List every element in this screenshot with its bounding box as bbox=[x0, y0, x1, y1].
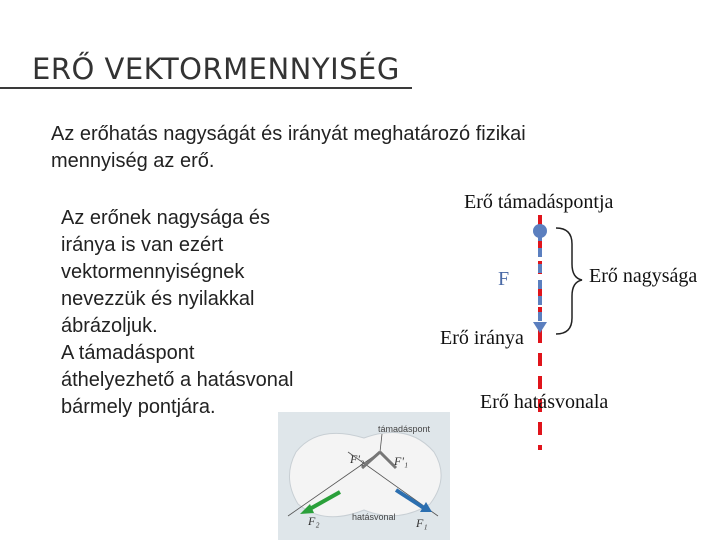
figure-label-line: hatásvonal bbox=[352, 512, 396, 522]
label-direction: Erő iránya bbox=[440, 327, 524, 349]
body-line: áthelyezhető a hatásvonal bbox=[61, 369, 294, 391]
force-vector-arrowhead bbox=[533, 322, 547, 333]
body-line: bármely pontjára. bbox=[61, 396, 216, 418]
body-line: nevezzük és nyilakkal bbox=[61, 288, 255, 310]
label-force-f: F bbox=[498, 268, 510, 290]
body-line: Az erőnek nagysága és bbox=[61, 207, 271, 229]
figure-vec-f2-prime: F'₂ bbox=[350, 452, 365, 466]
figure-label-point: támadáspont bbox=[378, 424, 431, 434]
figure-vec-f1: F₁ bbox=[416, 516, 428, 530]
label-point-of-application: Erő támadáspontja bbox=[464, 191, 614, 213]
magnitude-brace bbox=[556, 228, 582, 334]
intro-line-2: mennyiség az erő. bbox=[51, 150, 215, 172]
label-line-of-action: Erő hatásvonala bbox=[480, 391, 609, 413]
label-magnitude: Erő nagysága bbox=[589, 265, 698, 287]
intro-line-1: Az erőhatás nagyságát és irányát meghatározó fizikai bbox=[51, 123, 526, 145]
figure-vec-f2: F₂ bbox=[308, 514, 320, 528]
body-line: iránya is van ezért bbox=[61, 234, 224, 256]
figure-vec-f1-prime: F'₁ bbox=[394, 454, 409, 468]
slide-title: ERŐ VEKTORMENNYISÉG bbox=[32, 52, 400, 86]
body-line: vektormennyiségnek bbox=[61, 261, 245, 283]
application-point bbox=[533, 224, 547, 238]
textbook-figure bbox=[278, 412, 450, 540]
body-line: ábrázoljuk. bbox=[61, 315, 158, 337]
body-line: A támadáspont bbox=[61, 342, 195, 364]
